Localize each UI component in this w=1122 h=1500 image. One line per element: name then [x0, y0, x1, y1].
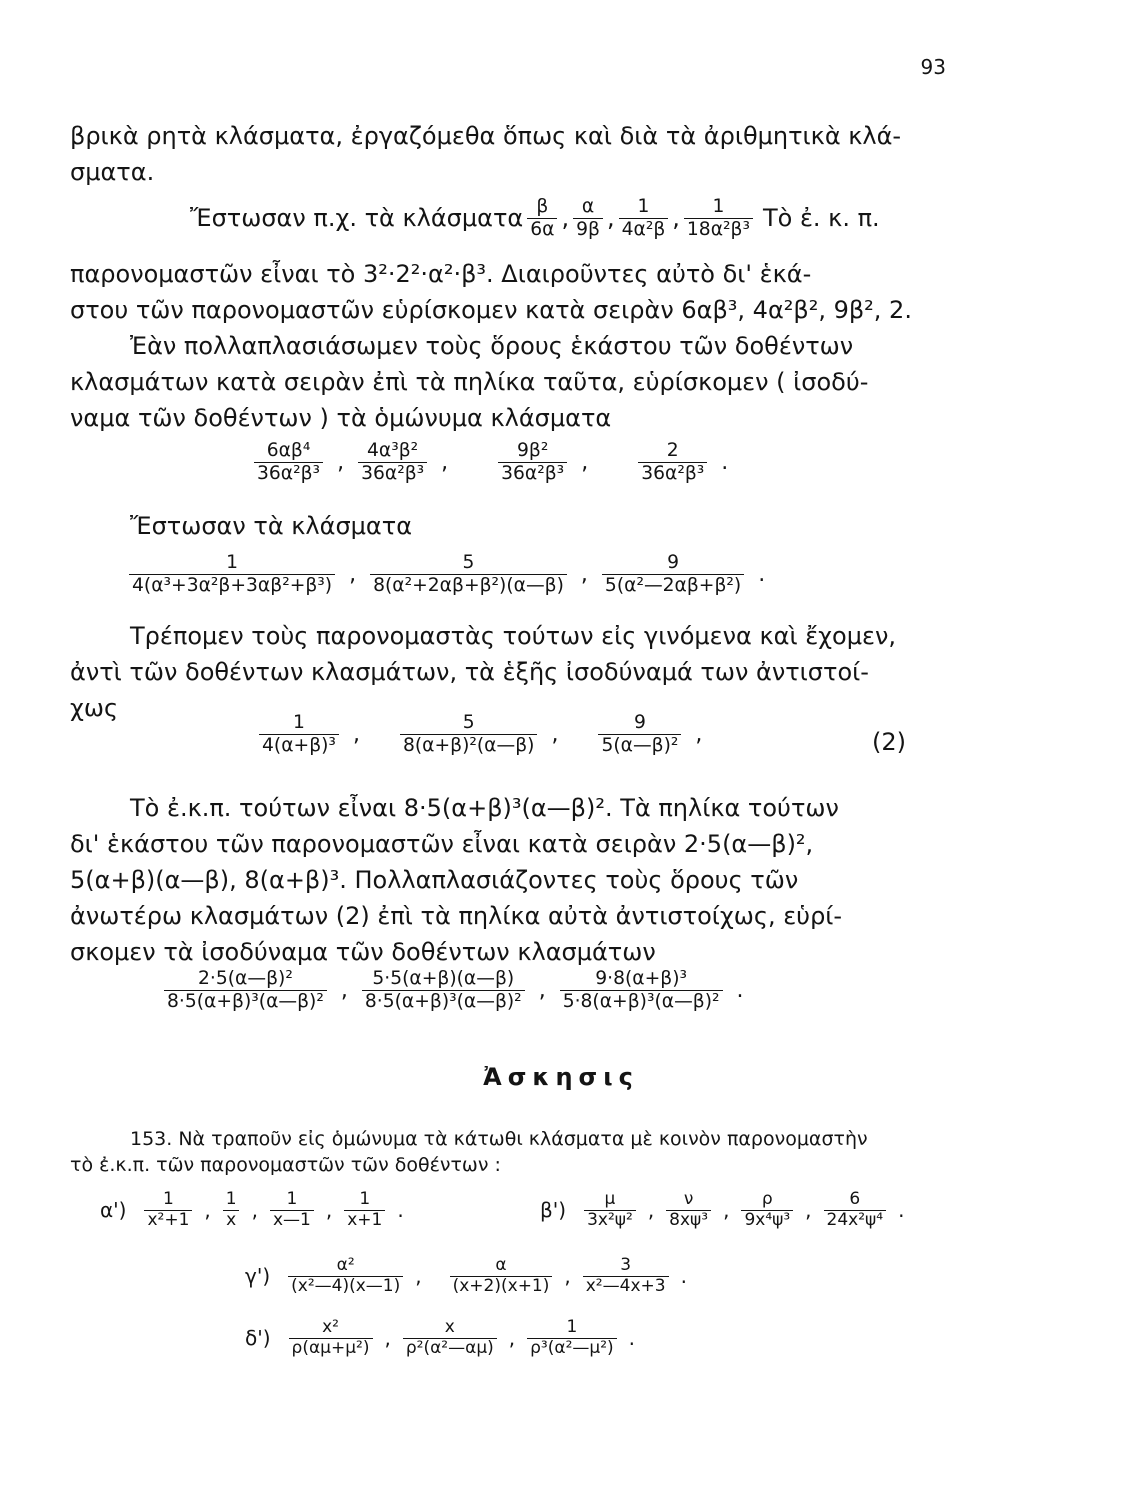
fraction-denominator: 8·5(α+β)³(α—β)² [164, 990, 327, 1013]
text-line: χως [70, 694, 119, 722]
fraction [527, 196, 557, 240]
exercise-part-b: β') $\frac{\mu}{\text{3x²ψ²}}$ , $\frac{\nu}{\text{8xψ³}}$ , $\frac{\rho}{\text{9x⁴ψ³}}$ , $\frac{6}{\text{24x²ψ⁴}}$ . [540, 1189, 905, 1230]
fraction-row-homonymous: $\frac{\text{6αβ⁴}}{\text{36α²β³}}$ , $\frac{\text{4α³β²}}{\text{36α²β³}}$ , $\frac{\text{9β²}}{\text{36α²β³}}$ , $\frac{2}{\text{36α²β³}}$ . [250, 440, 728, 484]
fraction [403, 1318, 497, 1358]
paragraph-example-line: Ἔστωσαν π.χ. τὰ κλάσματα $\frac{\beta}{6\alpha}$ , $\frac{\alpha}{9\beta}$ , $\frac{1}{\text{4α²β}}$ , $\frac{1}{\text{18α²β³}}$ Τὸ ἐ. κ. π. [70, 196, 950, 240]
fraction-denominator: 8(α²+2αβ+β²)(α—β) [370, 574, 567, 597]
fraction-numerator: 1 [225, 1189, 237, 1209]
fraction-numerator: 6 [849, 1189, 861, 1209]
text-line: δι' ἑκάστου τῶν παρονομαστῶν εἶναι κατὰ σειρὰν 2·5(α—β)², [70, 830, 814, 858]
part-label: α') [100, 1198, 127, 1223]
fraction-numerator: 6αβ⁴ [266, 440, 311, 461]
fraction-numerator: ν [683, 1189, 694, 1209]
fraction [638, 440, 707, 484]
fraction-numerator: 1 [293, 712, 305, 733]
fraction [598, 712, 681, 756]
fraction [527, 1318, 617, 1358]
fraction [450, 1256, 553, 1296]
exercise-part-d: δ') $\frac{\text{x²}}{\text{ρ(αμ+μ²)}}$ , $\frac{x}{\text{ρ²(α²—αμ)}}$ , $\frac{1}{\text{ρ³(α²—μ²)}}$ . [245, 1317, 636, 1358]
page-number: 93 [920, 55, 946, 79]
exercise-153 [70, 1126, 950, 1178]
fraction-denominator: 36α²β³ [638, 462, 707, 485]
fraction-denominator: 5·8(α+β)³(α—β)² [560, 990, 723, 1013]
exercise-part-c: γ') $\frac{\text{α²}}{\text{(x²—4)(x—1)}}$ , $\frac{\alpha}{(x+2)(x+1)}$ , $\frac{3}{\text{x²—4x+3}}$ . [245, 1255, 687, 1296]
fraction-denominator: 36α²β³ [358, 462, 427, 485]
fraction-denominator: 36α²β³ [498, 462, 567, 485]
fraction [498, 440, 567, 484]
fraction-denominator: 3x²ψ² [584, 1210, 636, 1231]
fraction [573, 196, 603, 240]
part-label: β') [540, 1198, 567, 1223]
fraction-numerator: x [444, 1317, 455, 1337]
text-line: σκομεν τὰ ἰσοδύναμα τῶν δοθέντων κλασμάτων [70, 938, 656, 966]
text-line: 153. Νὰ τραποῦν εἰς ὁμώνυμα τὰ κάτωθι κλάσματα μὲ κοινὸν παρονομαστὴν [130, 1128, 868, 1150]
fraction-denominator: ρ(αμ+μ²) [289, 1338, 373, 1359]
fraction-numerator: 1 [712, 196, 725, 217]
fraction-numerator: 5 [462, 552, 475, 573]
fraction-numerator: 1 [286, 1189, 298, 1209]
fraction [289, 1318, 373, 1358]
exercises-heading: Ἀσκησις [483, 1063, 639, 1091]
fraction [358, 440, 427, 484]
fraction-numerator: β [536, 196, 549, 217]
paragraph-intro [70, 118, 950, 190]
text-line: παρονομαστῶν εἶναι τὸ 3²·2²·α²·β³. Διαιροῦντες αὐτὸ δι' ἑκά- [70, 260, 812, 288]
fraction [344, 1190, 385, 1230]
text-line: Τὸ ἐ.κ.π. τούτων εἶναι 8·5(α+β)³(α—β)². Τὰ πηλίκα τούτων [130, 794, 839, 822]
fraction [619, 196, 669, 240]
fraction [602, 552, 744, 596]
fraction-numerator: 9·8(α+β)³ [595, 968, 687, 989]
fraction-denominator: 8(α+β)²(α—β) [400, 734, 538, 757]
fraction-denominator: 24x²ψ⁴ [824, 1210, 887, 1231]
fraction-denominator: 5(α²—2αβ+β²) [602, 574, 744, 597]
fraction [824, 1190, 887, 1230]
fraction-numerator: 1 [566, 1317, 578, 1337]
fraction [144, 1190, 192, 1230]
text-line: ναμα τῶν δοθέντων ) τὰ ὁμώνυμα κλάσματα [70, 404, 612, 432]
fraction-denominator: 4(α³+3α²β+3αβ²+β³) [129, 574, 335, 597]
fraction-numerator: 2 [666, 440, 679, 461]
fraction-numerator: ρ [761, 1189, 773, 1209]
fraction [129, 552, 335, 596]
fraction-numerator: 3 [620, 1255, 632, 1275]
fraction-denominator: 9x⁴ψ³ [741, 1210, 793, 1231]
fraction [684, 196, 753, 240]
text-line: κλασμάτων κατὰ σειρὰν ἐπὶ τὰ πηλίκα ταῦτα, εὑρίσκομεν ( ἰσοδύ- [70, 368, 869, 396]
text-line: Ἔστωσαν τὰ κλάσματα [130, 512, 413, 540]
fraction-row-factored: $\frac{1}{\text{4(α+β)³}}$ , $\frac{5}{\text{8(α+β)²(α—β)}}$ , $\frac{9}{\text{5(α—β)²}}$ , [255, 712, 702, 756]
exercise-part-a: α') $\frac{1}{\text{x²+1}}$ , $\frac{1}{x}$ , $\frac{1}{x—1}$ , $\frac{1}{x+1}$ . [100, 1189, 404, 1230]
fraction [584, 1190, 636, 1230]
fraction-denominator: ρ³(α²—μ²) [527, 1338, 617, 1359]
fraction [270, 1190, 314, 1230]
fraction-denominator: 8xψ³ [666, 1210, 711, 1231]
fraction [370, 552, 567, 596]
text-line: τὸ ἐ.κ.π. τῶν παρονομαστῶν τῶν δοθέντων : [70, 1154, 501, 1176]
fraction-denominator: x—1 [270, 1210, 314, 1231]
paragraph-factor [70, 618, 950, 726]
text-line: Ἐὰν πολλαπλασιάσωμεν τοὺς ὅρους ἑκάστου τῶν δοθέντων [130, 332, 854, 360]
fraction-denominator: 8·5(α+β)³(α—β)² [362, 990, 525, 1013]
fraction-numerator: 4α³β² [367, 440, 419, 461]
fraction-row-given: $\frac{1}{\text{4(α³+3α²β+3αβ²+β³)}}$ , $\frac{5}{\text{8(α²+2αβ+β²)(α—β)}}$ , $\frac{9}{\text{5(α²—2αβ+β²)}}$ . [125, 552, 765, 596]
fraction-numerator: α [495, 1255, 507, 1275]
fraction-denominator: (x²—4)(x—1) [288, 1276, 403, 1297]
fraction-numerator: α [581, 196, 595, 217]
fraction-denominator: x+1 [344, 1210, 385, 1231]
text-line: 5(α+β)(α—β), 8(α+β)³. Πολλαπλασιάζοντες τοὺς ὅρους τῶν [70, 866, 799, 894]
fraction [288, 1256, 403, 1296]
fraction-denominator: 4α²β [619, 218, 669, 241]
fraction-denominator: 18α²β³ [684, 218, 753, 241]
fraction-denominator: x [223, 1210, 239, 1231]
paragraph-given [70, 508, 950, 544]
text-line: ἀνωτέρω κλασμάτων (2) ἐπὶ τὰ πηλίκα αὐτὰ ἀντιστοίχως, εὑρί- [70, 902, 843, 930]
fraction [666, 1190, 711, 1230]
fraction-numerator: 1 [637, 196, 650, 217]
text-line: στου τῶν παρονομαστῶν εὑρίσκομεν κατὰ σειρὰν 6αβ³, 4α²β², 9β², 2. [70, 296, 912, 324]
equation-tag: (2) [872, 728, 906, 756]
fraction-denominator: x²+1 [144, 1210, 192, 1231]
part-label: γ') [245, 1264, 271, 1289]
fraction-numerator: x² [322, 1317, 339, 1337]
text-line: Ἔστωσαν π.χ. τὰ κλάσματα [190, 204, 524, 233]
fraction-numerator: 2·5(α—β)² [198, 968, 293, 989]
part-label: δ') [245, 1326, 271, 1351]
paragraph-quotients [70, 790, 950, 970]
fraction [254, 440, 323, 484]
fraction-numerator: α² [336, 1255, 355, 1275]
fraction-denominator: ρ²(α²—αμ) [403, 1338, 497, 1359]
fraction-denominator: 6α [527, 218, 557, 241]
text-line: Τὸ ἐ. κ. π. [762, 204, 880, 233]
fraction-numerator: 5·5(α+β)(α—β) [372, 968, 515, 989]
fraction-numerator: 1 [163, 1189, 174, 1209]
text-line: Τρέπομεν τοὺς παρονομαστὰς τούτων εἰς γινόμενα καὶ ἔχομεν, [130, 622, 897, 650]
fraction-denominator: 9β [573, 218, 603, 241]
fraction-denominator: 36α²β³ [254, 462, 323, 485]
fraction [164, 968, 327, 1012]
fraction-numerator: 1 [226, 552, 238, 573]
fraction-numerator: 9 [667, 552, 680, 573]
fraction-denominator: (x+2)(x+1) [450, 1276, 553, 1297]
fraction [400, 712, 538, 756]
text-line: σματα. [70, 158, 155, 186]
fraction [583, 1256, 669, 1296]
fraction-numerator: 9β² [516, 440, 549, 461]
fraction-denominator: 5(α—β)² [598, 734, 681, 757]
fraction-denominator: x²—4x+3 [583, 1276, 669, 1297]
paragraph-lcm [70, 256, 950, 436]
fraction [560, 968, 723, 1012]
fraction-numerator: 5 [462, 712, 475, 733]
fraction [362, 968, 525, 1012]
text-line: βρικὰ ρητὰ κλάσματα, ἐργαζόμεθα ὅπως καὶ διὰ τὰ ἀριθμητικὰ κλά- [70, 122, 902, 150]
fraction-numerator: μ [604, 1189, 616, 1209]
fraction-numerator: 9 [633, 712, 646, 733]
text-line: ἀντὶ τῶν δοθέντων κλασμάτων, τὰ ἑξῆς ἰσοδύναμά των ἀντιστοί- [70, 658, 869, 686]
fraction-numerator: 1 [359, 1189, 371, 1209]
fraction-row-equivalent: $\frac{\text{2·5(α—β)²}}{\text{8·5(α+β)³(α—β)²}}$ , $\frac{5\cdot 5(\alpha+\beta)(\alpha—\beta)}{\text{8·5(α+β)³(α—β)²}}$ , $\frac{\text{9·8(α+β)³}}{\text{5·8(α+β)³(α—β)²}}$ . [160, 968, 744, 1012]
fraction-denominator: 4(α+β)³ [259, 734, 339, 757]
fraction [259, 712, 339, 756]
fraction [741, 1190, 793, 1230]
fraction [223, 1190, 240, 1230]
